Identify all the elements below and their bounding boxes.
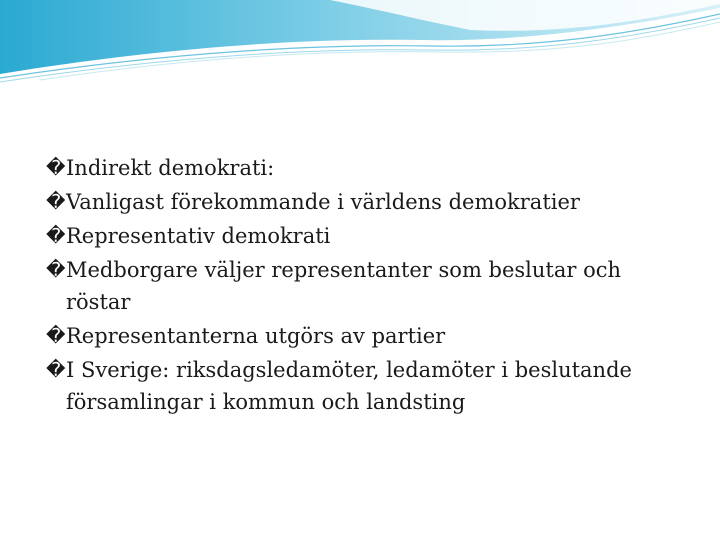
bullet-text: I Sverige: riksdagsledamöter, ledamöter i beslutande församlingar i kommun och landsting xyxy=(66,358,632,414)
bullet-marker: � xyxy=(46,225,66,247)
bullet-item xyxy=(46,354,686,418)
bullet-text: Vanligast förekommande i världens demokratier xyxy=(66,190,580,214)
bullet-text: Representanterna utgörs av partier xyxy=(66,324,446,348)
bullet-item xyxy=(46,254,686,318)
bullet-text: Indirekt demokrati: xyxy=(66,156,275,180)
header-wave-decoration xyxy=(0,0,720,90)
bullet-marker: � xyxy=(46,259,66,281)
bullet-item xyxy=(46,320,686,352)
bullet-text: Representativ demokrati xyxy=(66,224,331,248)
bullet-marker: � xyxy=(46,191,66,213)
bullet-marker: � xyxy=(46,325,66,347)
bullet-marker: � xyxy=(46,157,66,179)
bullet-item xyxy=(46,186,686,218)
bullet-item xyxy=(46,152,686,184)
bullet-text: Medborgare väljer representanter som beslutar och röstar xyxy=(66,258,622,314)
bullet-item xyxy=(46,220,686,252)
bullet-list xyxy=(46,152,686,420)
bullet-marker: � xyxy=(46,359,66,381)
